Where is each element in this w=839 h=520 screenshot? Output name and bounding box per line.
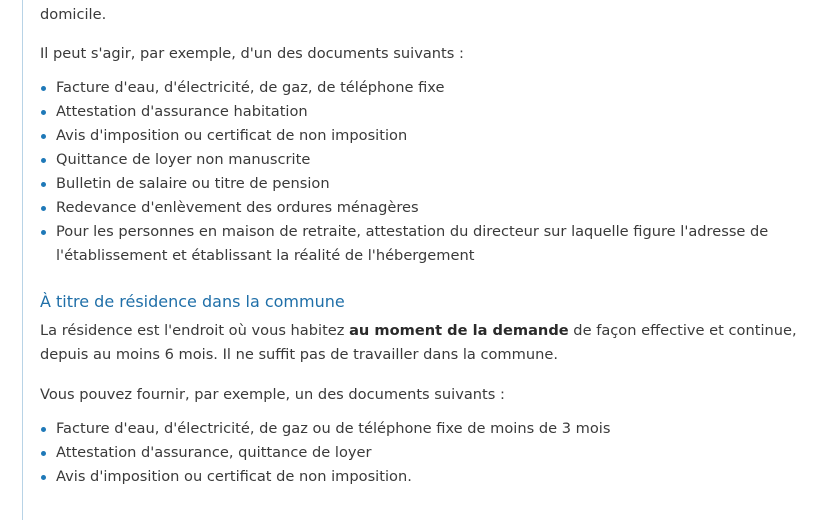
residence-text-start: La résidence est l'endroit où vous habitez [40,322,350,339]
list-item: Bulletin de salaire ou titre de pension [40,172,815,196]
list-item: Facture d'eau, d'électricité, de gaz ou de téléphone fixe de moins de 3 mois [40,417,815,441]
documents-list-domicile [40,76,815,268]
list-item: Pour les personnes en maison de retraite, attestation du directeur sur laquelle figure l'adresse de l'établissement et établissant la réalité de l'hébergement [40,220,815,268]
documents-intro: Il peut s'agir, par exemple, d'un des documents suivants : [40,45,464,62]
residence-description [40,319,815,367]
list-item: Avis d'imposition ou certificat de non imposition. [40,465,815,489]
section-heading-residence: À titre de résidence dans la commune [40,292,345,311]
residence-text-bold: au moment de la demande [349,322,569,339]
list-item: Quittance de loyer non manuscrite [40,148,815,172]
list-item: Redevance d'enlèvement des ordures ménagères [40,196,815,220]
list-item: Avis d'imposition ou certificat de non imposition [40,124,815,148]
continuation-text: domicile. [40,6,107,23]
residence-documents-intro: Vous pouvez fournir, par exemple, un des documents suivants : [40,386,505,403]
residence-text-end: de façon effective et continue, depuis au moins 6 mois. Il ne suffit pas de travailler dans la commune. [40,322,797,363]
list-item: Facture d'eau, d'électricité, de gaz, de téléphone fixe [40,76,815,100]
list-item: Attestation d'assurance habitation [40,100,815,124]
list-item: Attestation d'assurance, quittance de loyer [40,441,815,465]
documents-list-residence [40,417,815,489]
